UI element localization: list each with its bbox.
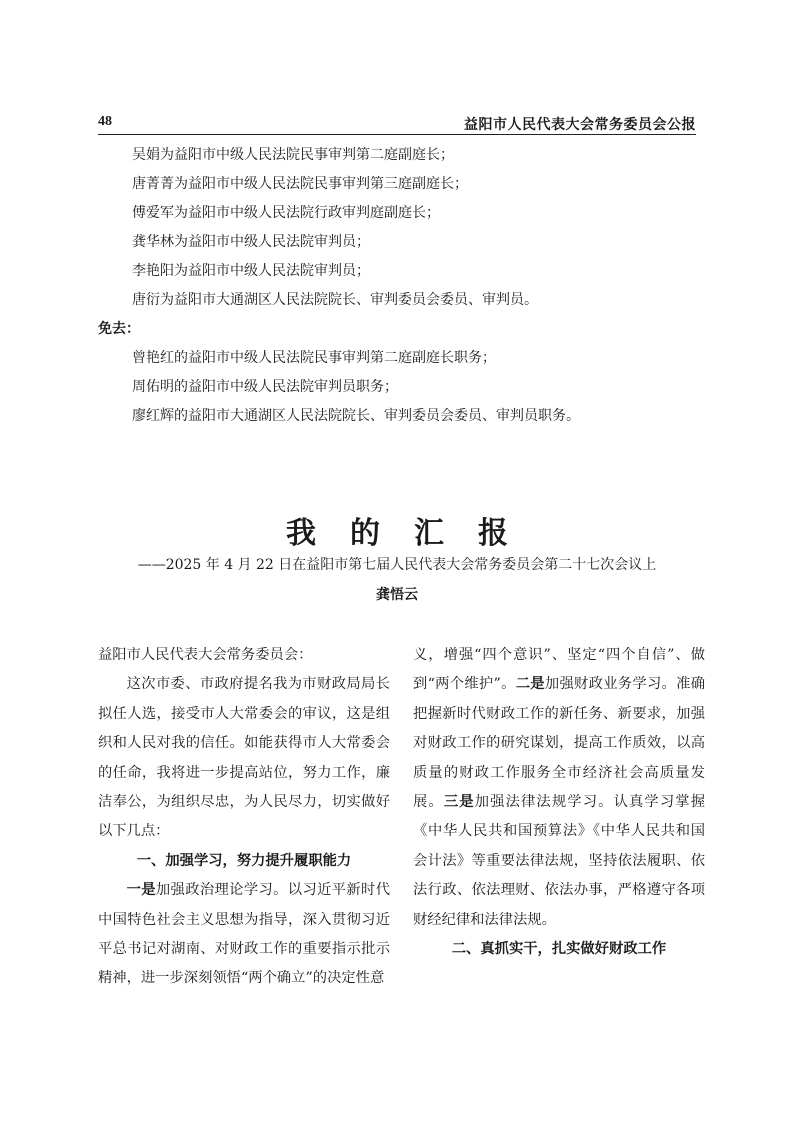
item-lead: 一是 <box>126 882 156 899</box>
article-right-column <box>413 641 705 964</box>
article-subtitle: ——2025 年 4 月 22 日在益阳市第七届人民代表大会常务委员会第二十七次会议上 <box>137 557 657 573</box>
item-text: 加强法律法规学习。认真学习掌握《中华人民共和国预算法》《中华人民共和国会计法》等重要法律法规，坚持依法履职、依法行政、依法理财、依法办事，严格遵守各项财经纪律和法律法规。 <box>413 794 706 928</box>
section-heading: 二、真抓实干，扎实做好财政工作 <box>451 941 667 958</box>
header-rule <box>98 134 696 135</box>
item-text: 加强政治理论学习。以习近平新时代中国特色社会主义思想为指导，深入贯彻习近平总书记对湖南、对财政工作的重要指示批示精神，进一步深刻领悟“两个确立”的决定性意 <box>98 882 391 987</box>
removal-item: 曾艳红的益阳市中级人民法院民事审判第二庭副庭长职务； <box>132 350 496 366</box>
appointment-item: 唐菁菁为益阳市中级人民法院民事审判第三庭副庭长； <box>132 176 468 192</box>
appointment-item: 龚华林为益阳市中级人民法院审判员； <box>132 234 370 250</box>
item-lead: 二是 <box>515 676 545 693</box>
appointment-item: 傅爱军为益阳市中级人民法院行政审判庭副庭长； <box>132 205 440 221</box>
article-title: 我的汇报 <box>286 516 542 551</box>
item-text: 加强财政业务学习。准确把握新时代财政工作的新任务、新要求，加强对财政工作的研究谋划，提高工作质效，以高质量的财政工作服务全市经济社会高质量发展。 <box>413 676 706 811</box>
removal-item: 周佑明的益阳市中级人民法院审判员职务； <box>132 379 398 395</box>
item-lead: 三是 <box>443 794 475 811</box>
salutation: 益阳市人民代表大会常务委员会： <box>98 647 313 663</box>
page-number: 48 <box>98 114 112 129</box>
body-paragraph <box>413 641 705 935</box>
appointment-list <box>98 141 696 431</box>
appointment-item: 吴娟为益阳市中级人民法院民事审判第二庭副庭长； <box>132 147 454 163</box>
item-text: 义，增强“四个意识”、坚定“四个自信”、做到“两个维护”。 <box>413 647 705 693</box>
publication-title: 益阳市人民代表大会常务委员会公报 <box>464 117 696 133</box>
article-left-column <box>98 641 390 994</box>
appointment-item: 李艳阳为益阳市中级人民法院审判员； <box>132 263 370 279</box>
section-heading: 一、加强学习，努力提升履职能力 <box>136 852 352 869</box>
removal-heading: 免去： <box>98 321 140 337</box>
removal-item: 廖红辉的益阳市大通湖区人民法院院长、审判委员会委员、审判员职务。 <box>132 408 580 424</box>
page-header <box>98 112 696 134</box>
body-paragraph <box>98 876 390 994</box>
article-author: 龚悟云 <box>376 587 418 603</box>
appointment-item: 唐衍为益阳市大通湖区人民法院院长、审判委员会委员、审判员。 <box>132 292 538 308</box>
intro-paragraph: 这次市委、市政府提名我为市财政局局长拟任人选，接受市人大常委会的审议，这是组织和人民对我的信任。如能获得市人大常委会的任命，我将进一步提高站位，努力工作，廉洁奉公，为组织尽忠，为人民尽力，切实做好以下几点： <box>98 676 390 840</box>
